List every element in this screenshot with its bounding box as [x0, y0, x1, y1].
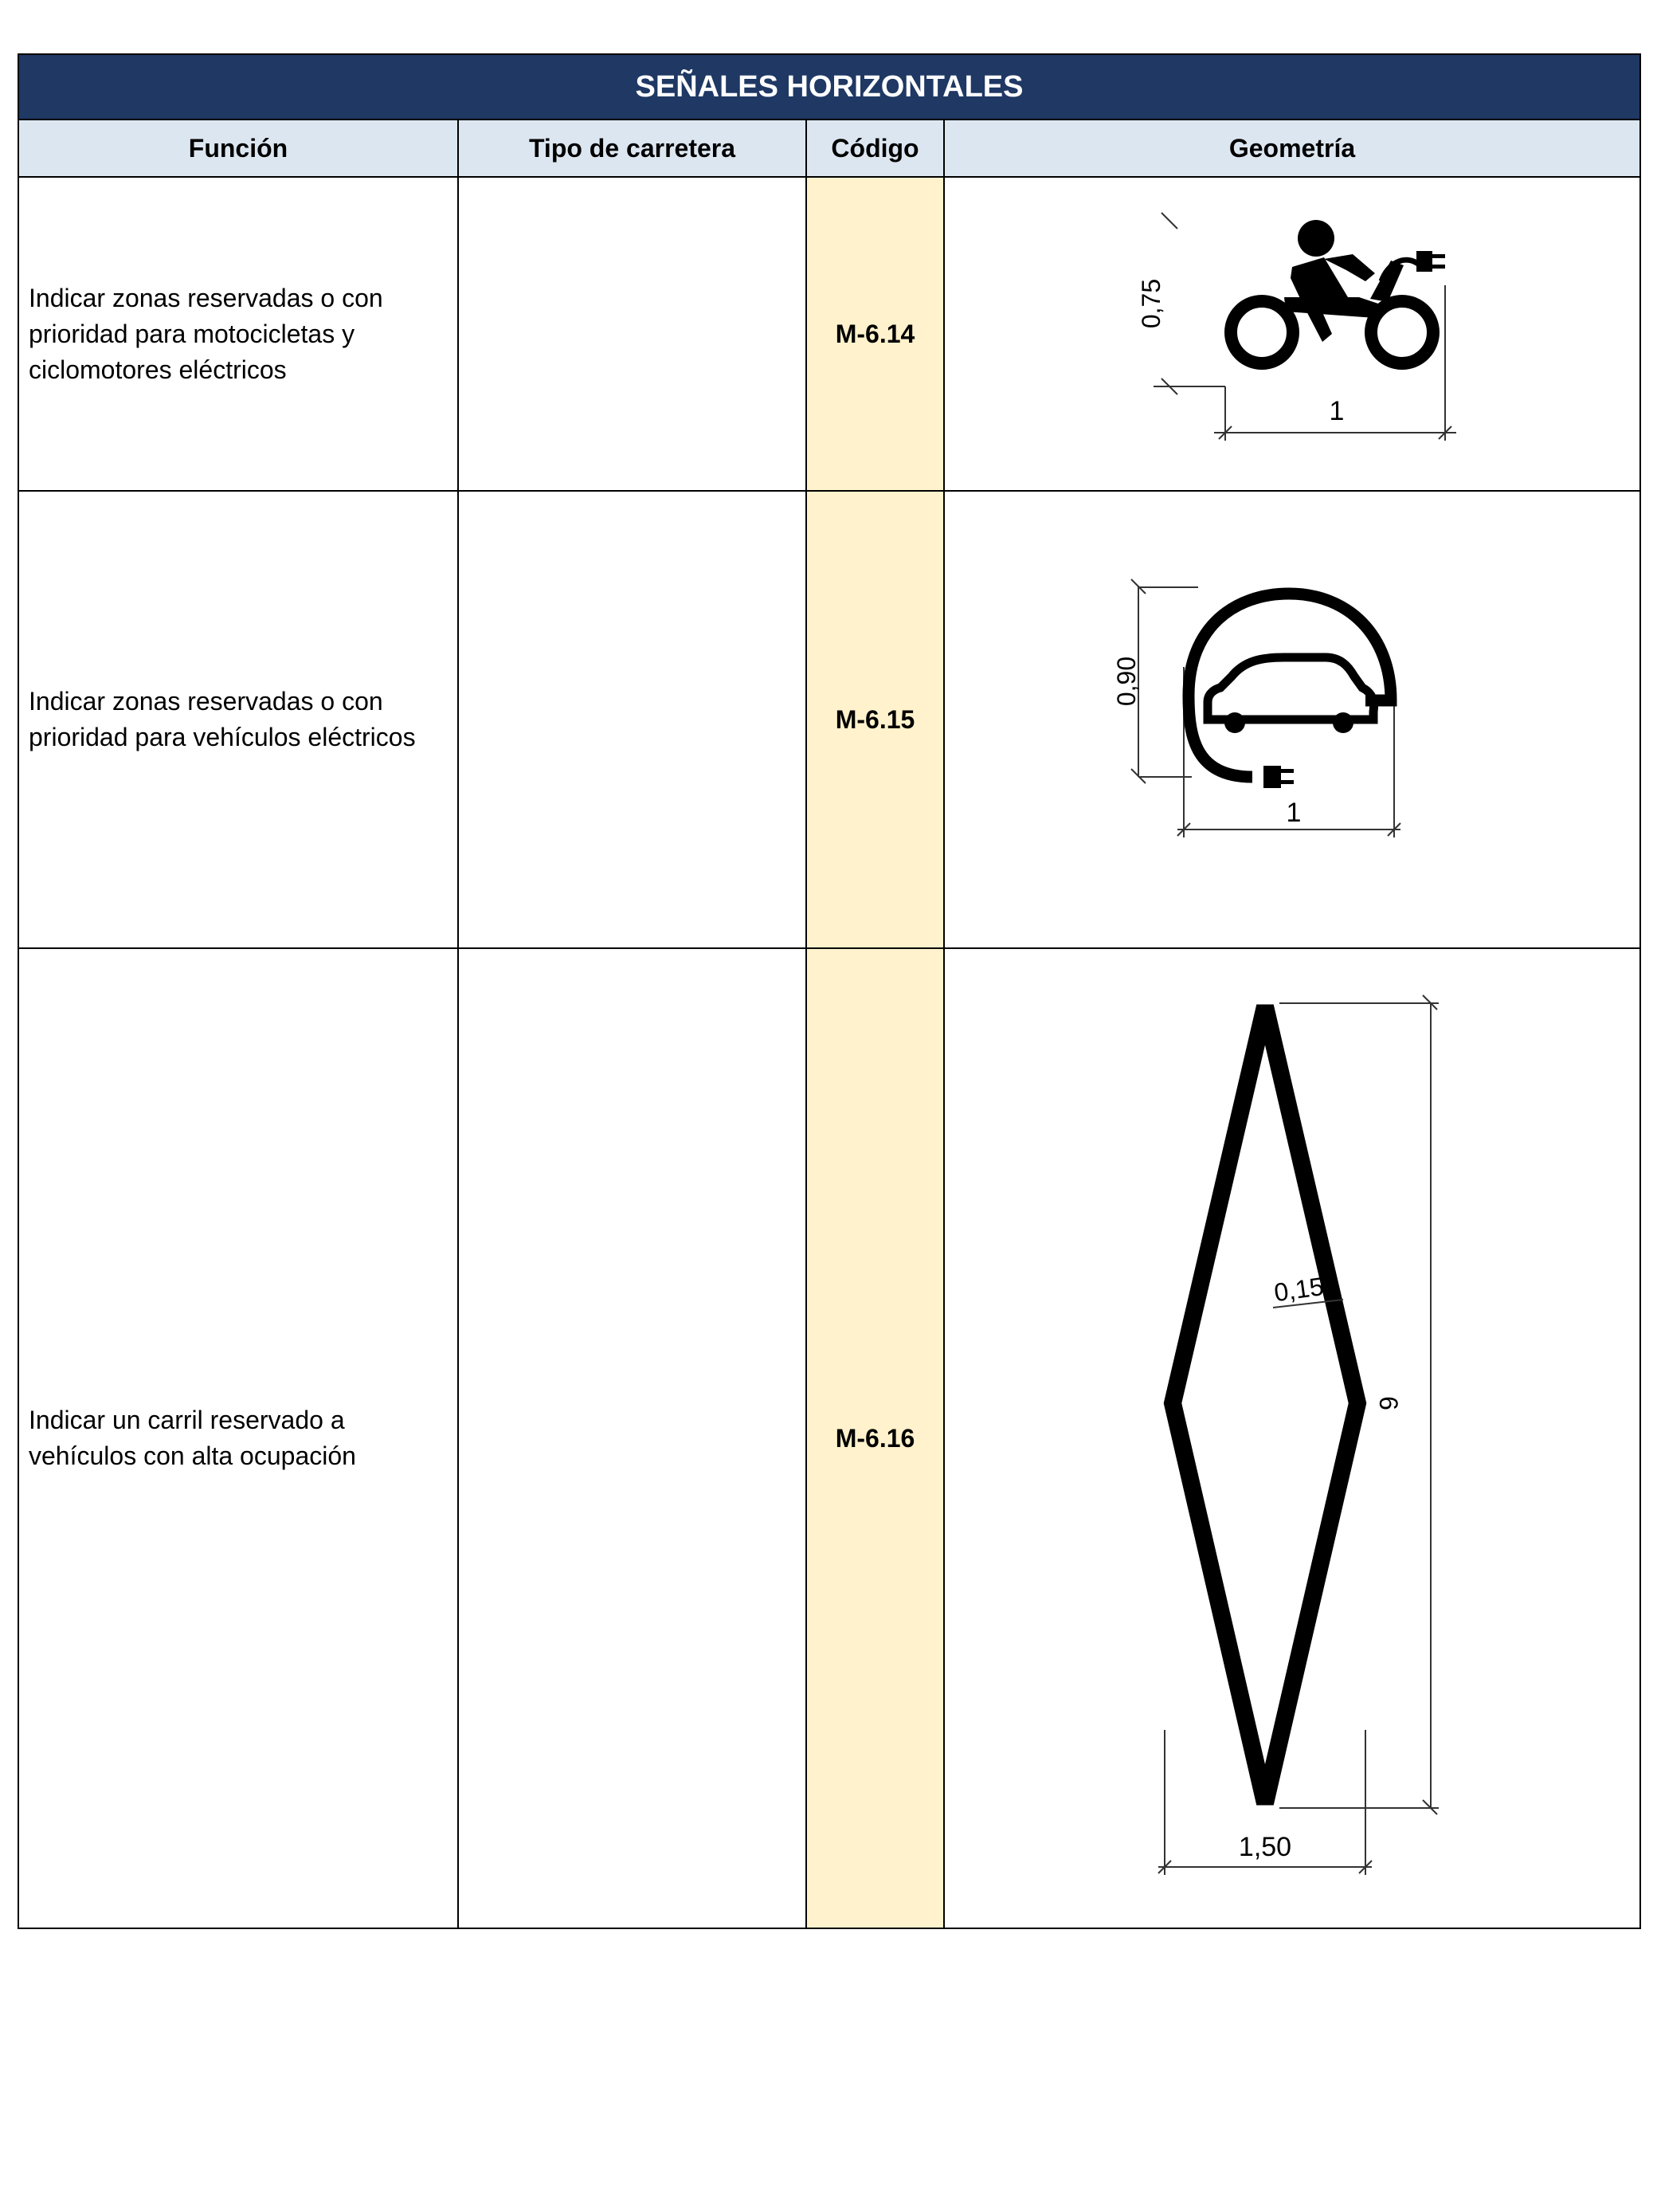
codigo-cell: M-6.16	[806, 948, 944, 1928]
dimension-stroke: 0,15	[1272, 1271, 1326, 1308]
dimension-height: 6	[1374, 1396, 1403, 1410]
header-geometria: Geometría	[944, 120, 1640, 177]
tipo-cell	[458, 177, 806, 491]
funcion-cell: Indicar zonas reservadas o con prioridad para vehículos eléctricos	[18, 491, 458, 948]
header-codigo: Código	[806, 120, 944, 177]
table-row	[18, 948, 1640, 1928]
geometria-cell	[944, 177, 1640, 491]
dimension-width: 1	[1329, 396, 1345, 426]
header-tipo: Tipo de carretera	[458, 120, 806, 177]
signals-table	[18, 53, 1641, 1929]
table-row	[18, 491, 1640, 948]
table-title: SEÑALES HORIZONTALES	[18, 54, 1640, 120]
dimension-width: 1	[1286, 798, 1302, 828]
geometria-cell	[944, 491, 1640, 948]
table-row	[18, 177, 1640, 491]
codigo-cell: M-6.14	[806, 177, 944, 491]
geometria-cell	[944, 948, 1640, 1928]
dimension-width: 1,50	[1238, 1832, 1292, 1862]
codigo-cell: M-6.15	[806, 491, 944, 948]
electric-car-icon	[945, 492, 1639, 943]
tipo-cell	[458, 491, 806, 948]
signals-table-container	[18, 53, 1639, 1929]
electric-motorcycle-icon	[945, 178, 1639, 486]
funcion-cell: Indicar un carril reservado a vehículos con alta ocupación	[18, 948, 458, 1928]
diamond-icon	[945, 949, 1639, 1924]
header-funcion: Función	[18, 120, 458, 177]
funcion-cell: Indicar zonas reservadas o con prioridad para motocicletas y ciclomotores eléctricos	[18, 177, 458, 491]
motorcycle-glyph	[1231, 220, 1445, 363]
dimension-height: 0,75	[1137, 278, 1165, 329]
tipo-cell	[458, 948, 806, 1928]
dimension-height: 0,90	[1112, 656, 1141, 707]
car-glyph	[1189, 594, 1391, 788]
header-row	[18, 120, 1640, 177]
